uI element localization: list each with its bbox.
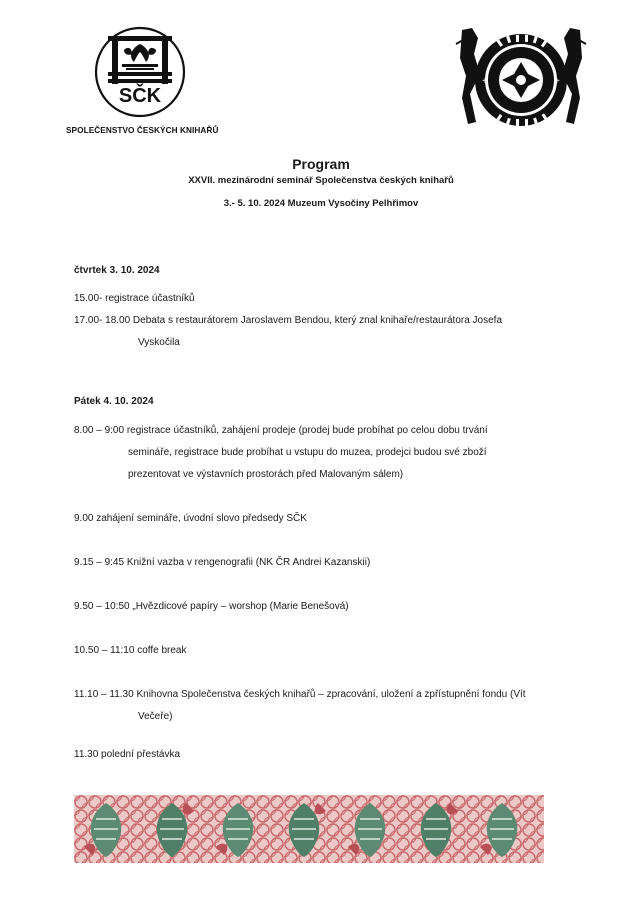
svg-text:+: + xyxy=(482,76,488,87)
program-item: 15.00- registrace účastníků xyxy=(74,293,195,304)
page-title: Program xyxy=(292,156,350,172)
day-heading: Pátek 4. 10. 2024 xyxy=(74,396,154,407)
sck-initials: SČK xyxy=(118,85,162,107)
program-item: 9.15 – 9:45 Knižní vazba v rengenografii (NK ČR Andrei Kazanskii) xyxy=(74,557,371,568)
svg-text:+: + xyxy=(554,76,560,87)
society-name: SPOLEČENSTVO ČESKÝCH KNIHAŘŮ xyxy=(66,126,219,135)
event-date-location: 3.- 5. 10. 2024 Muzeum Vysočiny Pelhřimov xyxy=(223,198,419,209)
museum-seal-logo xyxy=(452,24,590,136)
floral-pattern-icon xyxy=(74,795,544,863)
program-item: 11.30 polední přestávka xyxy=(74,749,181,760)
program-item: 10.50 – 11:10 coffe break xyxy=(74,645,187,656)
bookbinding-press-icon xyxy=(88,24,208,124)
program-item: 9.50 – 10:50 „Hvězdicové papíry – worshop (Marie Benešová) xyxy=(74,601,349,612)
sck-logo xyxy=(66,24,226,140)
seminar-subtitle: XXVII. mezinárodní seminář Společenstva českých knihařů xyxy=(188,175,454,186)
day-heading: čtvrtek 3. 10. 2024 xyxy=(74,265,160,276)
program-item: 11.10 – 11.30 Knihovna Společenstva českých knihařů – zpracování, uložení a zpřístupnění fondu (Vít Večeře) xyxy=(74,689,526,722)
document-header xyxy=(0,155,642,211)
museum-vysociny-pelhrimov-seal-icon xyxy=(452,24,590,136)
program-item: 17.00- 18.00 Debata s restaurátorem Jaroslavem Bendou, který znal knihaře/restaurátora Josefa Vyskočila xyxy=(74,315,503,348)
program-item: 9.00 zahájení semináře, úvodní slovo předsedy SČK xyxy=(74,513,307,524)
decorative-pattern-band xyxy=(74,795,544,863)
program-item: 8.00 – 9:00 registrace účastníků, zahájení prodeje (prodej bude probíhat po celou dobu trvání semináře, registrace bude probíhat u vstupu do muzea, prodejci budou své zboží prezentovat ve výstavních prostorách před Malovaným sálem) xyxy=(74,425,488,480)
